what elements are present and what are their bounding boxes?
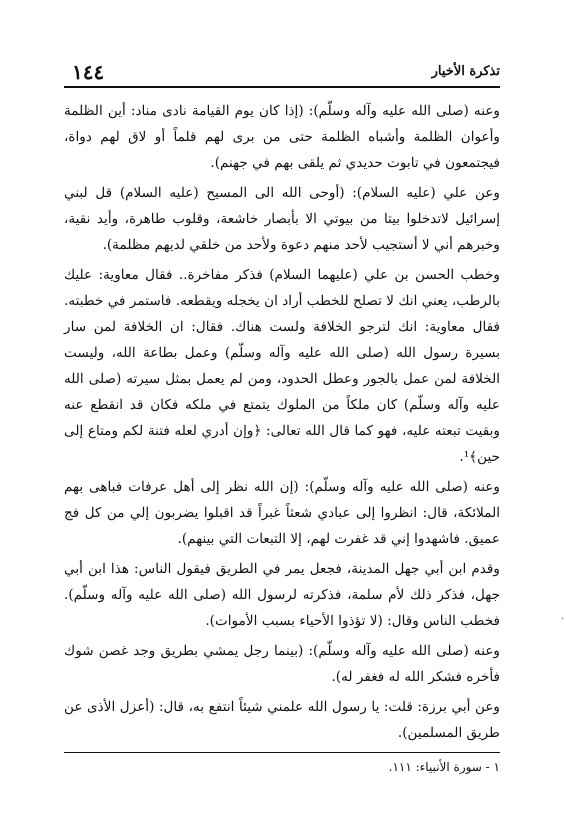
page-number: ١٤٤ (72, 60, 105, 84)
paragraph-5: وقدم ابن أبي جهل المدينة، فجعل يمر في الطريق فيقول الناس: هذا ابن أبي جهل، فذكر ذلك لأم سلمة، فذكرته لرسول الله (صلى الله عليه وآله وسلّم). فخطب الناس وقال: (لا تؤذوا الأحياء بسبب الأموات). (64, 561, 500, 629)
paragraph-4: وعنه (صلى الله عليه وآله وسلّم): (إن الله نظر إلى أهل عرفات فباهى بهم الملائكة، قال: انظروا إلى عبادي شعثاً غبراً قد اقبلوا يضربون إلي من كل فج عميق. فاشهدوا إني قد غفرت لهم، إلا التبعات التي بينهم). (64, 479, 500, 547)
main-text (64, 98, 500, 750)
paragraph-2: وعن علي (عليه السلام): (أوحى الله الى المسيح (عليه السلام) قل لبني إسرائيل لاتدخلوا بيتا من بيوتي الا بأبصار خاشعة، وقلوب طاهرة، وأيد نقية، وخبرهم أني لا أستجيب لأحد منهم دعوة ولأحد من خلقي لديهم مظلمة). (64, 185, 500, 253)
paragraph-3: وخطب الحسن بن علي (عليهما السلام) فذكر مفاخرة.. فقال معاوية: عليك بالرطب، يعني انك لا تصلح للخطب أراد ان يخجله ويقطعه. فاستمر في خطبته. فقال معاوية: انك لترجو الخلافة ولست هناك. فقال: ان الخلافة لمن سار بسيرة رسول الله (صلى الله عليه وآله وسلّم) وعمل بطاعة الله، وليست الخلافة لمن عمل بالجور وعطل الحدود، ومن لم يعمل بمثل سيرته (صلى الله عليه وآله وسلّم) كان ملكاً من الملوك يتمتع في ملكه فكان قد انقطع عنه وبقيت تبعته عليه، فهو كما قال الله تعالى: ﴿وإن أدري لعله فتنة لكم ومتاع إلى حين﴾¹. (64, 267, 500, 465)
paragraph-1: وعنه (صلى الله عليه وآله وسلّم): (إذا كان يوم القيامة نادى مناد: أين الظلمة وأعوان الظلمة وأشباه الظلمة حتى من برى لهم قلماً أو لاق لهم دواة، فيجتمعون في تابوت حديدي ثم يلقى بهم في جهنم). (64, 103, 500, 171)
footnote: ١ - سورة الأنبياء: ١١١. (388, 760, 500, 774)
book-title: تذكرة الأخيار (431, 64, 500, 79)
margin-mark: · (560, 614, 564, 625)
page-header (64, 58, 500, 88)
header-rule (64, 86, 500, 88)
footnote-rule (64, 752, 500, 753)
paragraph-6: وعنه (صلى الله عليه وآله وسلّم): (بينما رجل يمشي بطريق وجد غصن شوك فأخره فشكر الله له فغفر له). (64, 643, 500, 685)
paragraph-7: وعن أبي برزة: قلت: يا رسول الله علمني شيئاً انتفع به، قال: (أعزل الأذى عن طريق المسلمين). (64, 699, 500, 741)
